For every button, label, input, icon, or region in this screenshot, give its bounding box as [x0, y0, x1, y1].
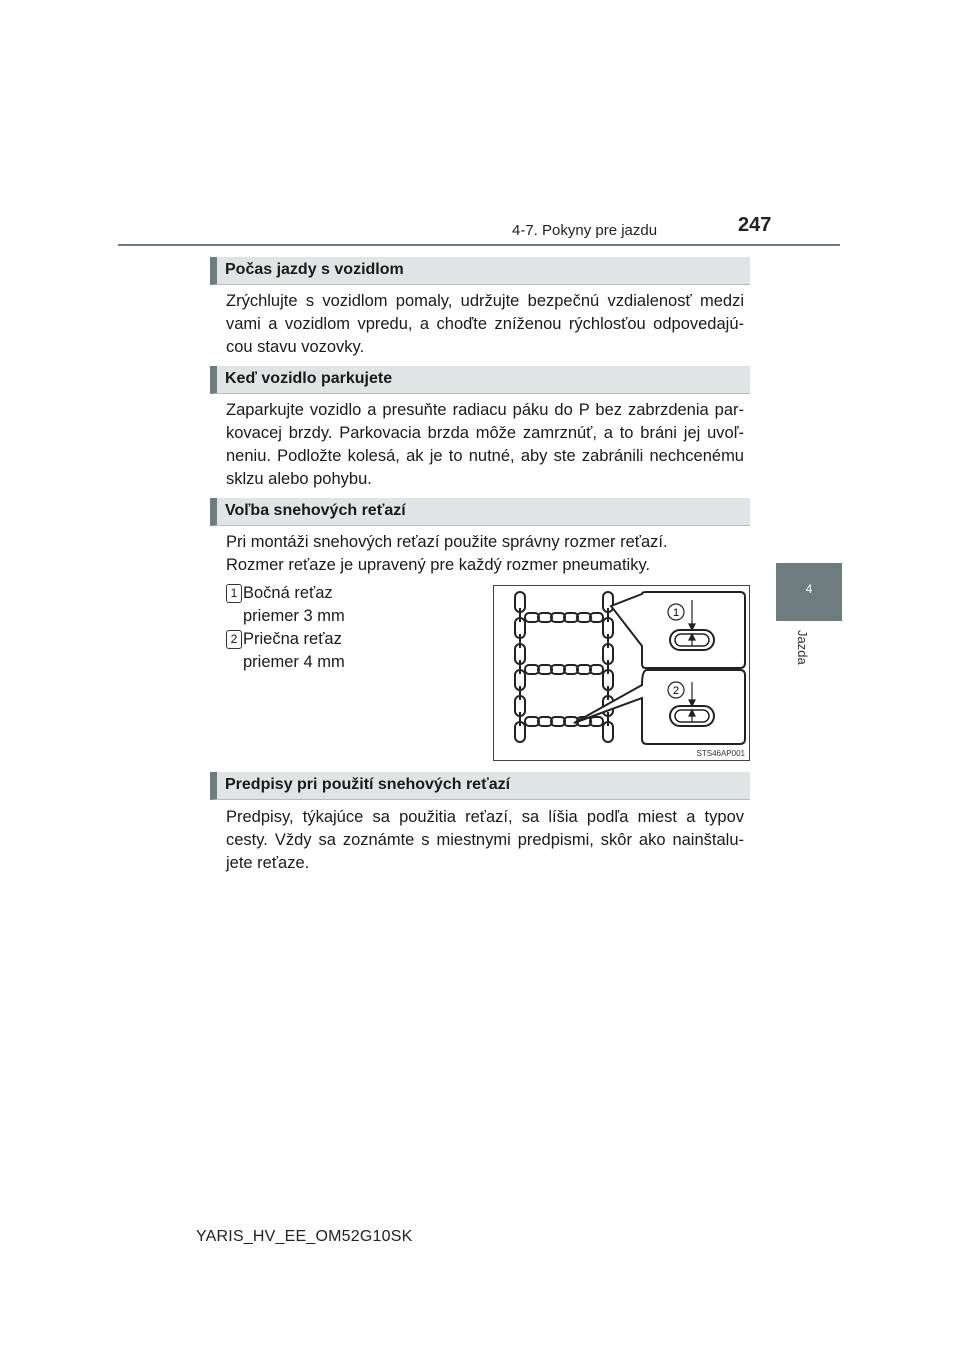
figure-code: STS46AP001: [696, 749, 745, 758]
section-title: Keď vozidlo parkujete: [225, 370, 393, 387]
section-heading-regulations: [210, 772, 750, 800]
header-rule: [118, 244, 840, 246]
section-heading-parking: [210, 366, 750, 394]
side-chain-right: [603, 592, 613, 742]
footer-document-code: YARIS_HV_EE_OM52G10SK: [196, 1228, 413, 1245]
section-heading-chain-choice: [210, 498, 750, 526]
text-line: Predpisy, týkajúce sa použitia reťazí, sa líšia podľa miest a typov: [226, 808, 744, 826]
chain-item-cross: [226, 628, 426, 674]
cross-chain-1: [525, 613, 603, 622]
text-line: kovacej brzdy. Parkovacia brzda môže zamrznúť, a to bráni jej uvoľ-: [226, 424, 744, 442]
paragraph-chain-choice: [226, 531, 744, 577]
text-line: Rozmer reťaze je upravený pre každý rozmer pneumatiky.: [226, 556, 651, 574]
text-line: neniu. Podložte kolesá, ak je to nutné, aby ste zabránili nechcenému: [226, 447, 744, 465]
text-line: Zaparkujte vozidlo a presuňte radiacu páku do P bez zabrzdenia par-: [226, 401, 744, 419]
cross-chain-3: [525, 717, 603, 726]
text-line: Zrýchlujte s vozidlom pomaly, udržujte bezpečnú vzdialenosť medzi: [226, 292, 744, 310]
item-number-badge: 1: [226, 584, 242, 603]
item-text: [243, 628, 345, 674]
text-line: jete reťaze.: [226, 854, 310, 872]
item-text: [243, 582, 345, 628]
text-line: cesty. Vždy sa zoznámte s miestnymi predpismi, skôr ako nainštalu-: [226, 831, 744, 849]
side-chain-left: [515, 592, 525, 742]
snow-chain-illustration: [493, 585, 750, 761]
section-title: Voľba snehových reťazí: [225, 502, 406, 519]
callout-box-cross: [574, 670, 745, 744]
paragraph-parking: [226, 399, 744, 491]
text-line: vami a vozidlom vpredu, a choďte zníženou rýchlosťou odpovedajú-: [226, 315, 744, 333]
item-label: Priečna reťaz: [243, 630, 342, 648]
paragraph-driving: [226, 290, 744, 359]
text-line: sklzu alebo pohybu.: [226, 470, 372, 488]
page-number: 247: [738, 214, 772, 236]
callout-number-1: 1: [672, 607, 680, 619]
chain-drawing: [494, 586, 751, 762]
section-heading-driving: [210, 257, 750, 285]
item-diameter: priemer 4 mm: [243, 653, 345, 671]
chain-item-side: [226, 582, 426, 628]
section-title: Predpisy pri použití snehových reťazí: [225, 776, 511, 793]
section-title: Počas jazdy s vozidlom: [225, 261, 404, 278]
cross-chain-2: [525, 665, 603, 674]
chapter-tab: [776, 563, 842, 621]
paragraph-regulations: [226, 806, 744, 875]
text-line: Pri montáži snehových reťazí použite správny rozmer reťazí.: [226, 533, 668, 551]
item-number-badge: 2: [226, 630, 242, 649]
callout-number-2: 2: [672, 685, 680, 697]
chapter-number: 4: [805, 582, 813, 596]
chapter-label: Jazda: [795, 630, 810, 665]
header-section-title: 4-7. Pokyny pre jazdu: [512, 222, 658, 239]
item-diameter: priemer 3 mm: [243, 607, 345, 625]
item-label: Bočná reťaz: [243, 584, 333, 602]
text-line: cou stavu vozovky.: [226, 338, 365, 356]
